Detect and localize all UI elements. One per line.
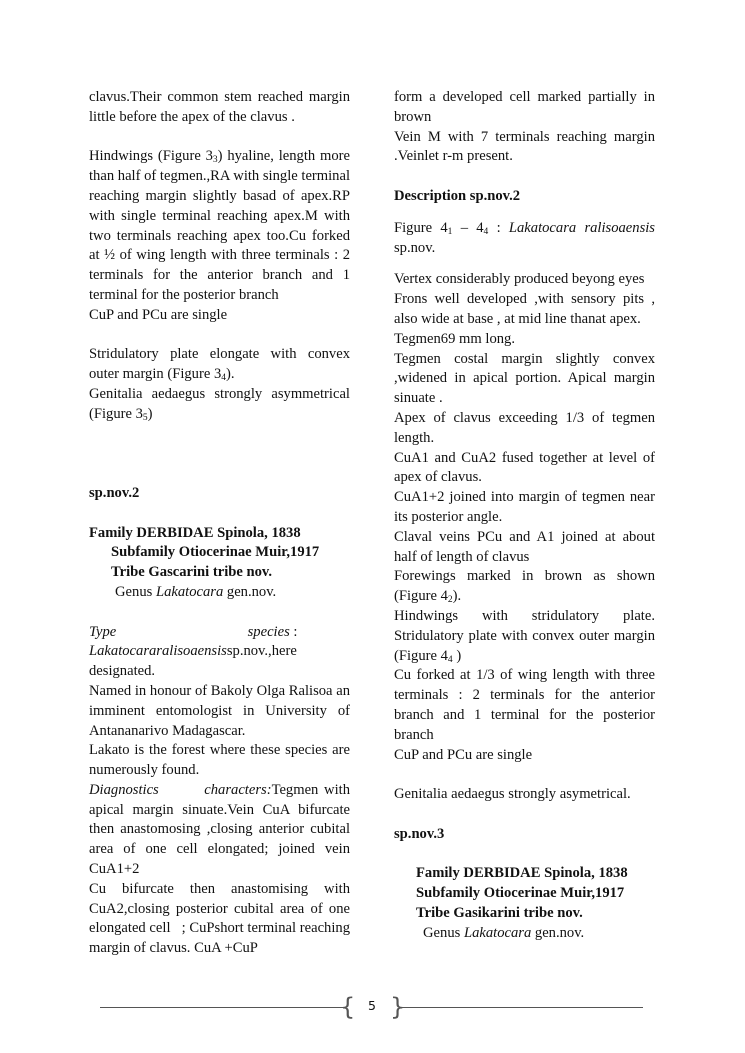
paragraph-cu-bifurcate: Cu bifurcate then anastomising with CuA2,closing posterior cubital area of one elongated cell ; CuPshort terminal reaching margin of clavus. CuA +CuP — [89, 880, 354, 957]
genus-line: Genus Lakatocara gen.nov. — [423, 924, 585, 941]
footer-rule-right — [400, 1007, 643, 1008]
line-hindwings: Hindwings with stridulatory plate. Stridulatory plate with convex outer margin (Figure $4_4$ ) — [394, 607, 655, 665]
paragraph-hindwings: Hindwings (Figure $3_3$) hyaline, length more than half of tegmen.,RA with single terminal reaching margin slightly basad of apex.RP with single terminal reaching apex.M with two terminals reaching apex too.Cu forked at ½ of wing length with three terminals : 2 terminals for the anterior branch and 1 terminal for the posterior branch — [89, 148, 351, 303]
line-claval-veins: Claval veins PCu and A1 joined at about half of length of clavus — [394, 528, 655, 565]
right-column — [394, 88, 655, 943]
line-cup-pcu: CuP and PCu are single — [394, 746, 533, 763]
left-column — [89, 88, 354, 959]
line-forewings: Forewings marked in brown as shown (Figure $4_2$). — [394, 568, 655, 606]
line-apex-clavus: Apex of clavus exceeding 1/3 of tegmen length. — [394, 409, 655, 446]
paragraph-stridulatory: Stridulatory plate elongate with convex outer margin (Figure $3_4$). — [89, 346, 350, 384]
line-cua-fused: CuA1 and CuA2 fused together at level of apex of clavus. — [394, 449, 655, 486]
subfamily-line: Subfamily Otiocerinae Muir,1917 — [416, 885, 625, 902]
paragraph-genitalia: Genitalia aedaegus strongly asymmetrical (Figure $3_5$) — [89, 385, 350, 423]
paragraph-named-in-honour: Named in honour of Bakoly Olga Ralisoa an imminent entomologist in University of Antananarivo Madagascar. — [89, 682, 350, 739]
family-line: Family DERBIDAE Spinola, 1838 — [416, 865, 628, 882]
paragraph-developed-cell: form a developed cell marked partially in brown — [394, 89, 655, 125]
tribe-line: Tribe Gascarini tribe nov. — [111, 564, 273, 581]
paragraph-diagnostics: Diagnostics characters:Tegmen with apical margin sinuate.Vein CuA bifurcate then anastomosing ,closing anterior cubital area of one cell elongated; joined vein CuA1+2 — [89, 781, 350, 878]
tribe-line: Tribe Gasikarini tribe nov. — [416, 904, 583, 921]
section-heading-description: Description sp.nov.2 — [394, 187, 521, 204]
footer-brace-right: } — [390, 993, 406, 1021]
genus-line: Genus Lakatocara gen.nov. — [115, 583, 277, 600]
line-frons: Frons well developed ,with sensory pits , also wide at base , at mid line thanat apex. — [394, 291, 655, 327]
paragraph-cup-pcu: CuP and PCu are single — [89, 306, 228, 323]
paragraph-clavus-stem: clavus.Their common stem reached margin little before the apex of the clavus . — [89, 89, 350, 125]
family-line: Family DERBIDAE Spinola, 1838 — [89, 524, 301, 541]
paragraph-vein-m: Vein M with 7 terminals reaching margin .Veinlet r-m present. — [394, 128, 655, 165]
line-vertex: Vertex considerably produced beyong eyes — [394, 271, 645, 288]
line-genitalia: Genitalia aedaegus strongly asymetrical. — [394, 786, 631, 803]
section-heading-sp-nov-3: sp.nov.3 — [394, 825, 445, 842]
line-cua-joined: CuA1+2 joined into margin of tegmen near its posterior angle. — [394, 489, 655, 525]
footer-rule-left — [100, 1007, 343, 1008]
paragraph-type-species: Type species : Lakatocararalisoaensissp.nov.,here designated. — [89, 623, 301, 680]
paragraph-lakato: Lakato is the forest where these species are numerously found. — [89, 742, 350, 779]
line-cu-forked: Cu forked at 1/3 of wing length with three terminals : 2 terminals for the anterior branch and 1 terminal for the posterior branch — [394, 667, 655, 743]
subfamily-line: Subfamily Otiocerinae Muir,1917 — [111, 544, 320, 561]
section-heading-sp-nov-2: sp.nov.2 — [89, 484, 140, 501]
line-tegmen-margin: Tegmen costal margin slightly convex ,widened in apical portion. Apical margin sinuate . — [394, 350, 655, 407]
page-number: 5 — [368, 998, 376, 1013]
figure-reference: Figure $4_1 - 4_4$ : Lakatocara ralisoaensis sp.nov. — [394, 219, 655, 256]
footer-brace-left: { — [340, 993, 356, 1021]
line-tegmen-length: Tegmen69 mm long. — [394, 330, 515, 347]
